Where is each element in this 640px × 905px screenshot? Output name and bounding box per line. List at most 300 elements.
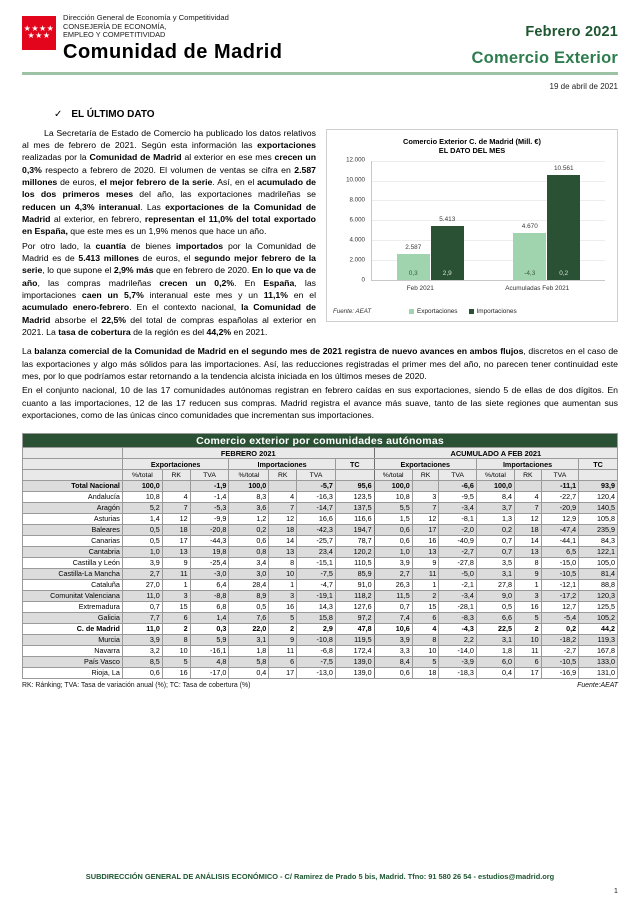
data-cell: 3 [162, 590, 190, 601]
data-cell: 1 [162, 579, 190, 590]
text-run: , las importaciones [22, 277, 316, 300]
data-cell: 1,4 [122, 513, 162, 524]
data-cell: 15 [162, 601, 190, 612]
data-cell: -2,1 [439, 579, 477, 590]
table-notes [22, 682, 618, 689]
data-cell: -8,3 [439, 612, 477, 623]
legend-item-importaciones [469, 307, 517, 316]
data-cell: 16 [269, 601, 297, 612]
data-cell: 47,8 [335, 623, 374, 634]
text-run: . Las [140, 201, 166, 212]
bar-wrap [513, 161, 546, 280]
data-cell: -14,0 [439, 645, 477, 656]
data-cell: 3,9 [122, 557, 162, 568]
table-row [23, 667, 618, 678]
data-cell: -19,1 [297, 590, 336, 601]
text-run: . Así, en el [212, 176, 258, 187]
data-cell: 2,7 [374, 568, 412, 579]
data-cell: 10,8 [374, 491, 412, 502]
data-cell: 2 [515, 623, 542, 634]
entity-title: Comunidad de Madrid [63, 41, 283, 64]
data-cell: 122,1 [579, 546, 618, 557]
table-group-header-row [23, 448, 618, 459]
bar-importaciones-feb [431, 216, 464, 280]
text-run: de euros, el [139, 252, 195, 263]
data-cell: 11,0 [122, 590, 162, 601]
data-cell: -6,6 [439, 480, 477, 491]
col-header: %/total [122, 470, 162, 480]
region-name-cell: Andalucía [23, 491, 123, 502]
data-cell: 5 [515, 612, 542, 623]
chart-footer [327, 307, 617, 316]
text-run: acumulado enero-febrero [22, 302, 130, 313]
data-cell: 6 [269, 656, 297, 667]
data-cell: 12 [412, 513, 439, 524]
data-cell: 15 [412, 601, 439, 612]
data-cell: 194,7 [335, 524, 374, 535]
bar-tva-label: -4,3 [524, 269, 536, 277]
data-cell: 10 [515, 634, 542, 645]
table-row [23, 480, 618, 491]
text-run: de euros, [57, 176, 100, 187]
data-cell: 84,3 [579, 535, 618, 546]
data-cell: 116,6 [335, 513, 374, 524]
data-cell: -10,5 [541, 656, 579, 667]
data-cell: -16,3 [297, 491, 336, 502]
data-cell: 88,8 [579, 579, 618, 590]
data-cell: 6,0 [476, 656, 514, 667]
legend-label: Exportaciones [417, 308, 458, 316]
data-cell: 9 [269, 634, 297, 645]
table-row [23, 568, 618, 579]
data-cell: -18,3 [439, 667, 477, 678]
data-cell: -10,8 [297, 634, 336, 645]
data-cell: -7,5 [297, 656, 336, 667]
data-cell: 125,5 [579, 601, 618, 612]
data-cell: 97,2 [335, 612, 374, 623]
data-cell: 110,5 [335, 557, 374, 568]
data-cell: -5,3 [190, 502, 229, 513]
paragraph-3 [22, 345, 618, 382]
text-run: que en febrero de 2020. [153, 265, 252, 276]
text-run: exportaciones de la Comunidad de Madrid [22, 201, 317, 224]
data-cell: 7,7 [122, 612, 162, 623]
chart-panel [326, 129, 618, 322]
data-cell: 78,7 [335, 535, 374, 546]
text-run: de bienes [125, 240, 176, 251]
data-cell: 123,5 [335, 491, 374, 502]
y-tick-10000: 10.000 [346, 176, 365, 184]
data-cell: 8,4 [374, 656, 412, 667]
data-cell: 100,0 [374, 480, 412, 491]
data-cell: -40,9 [439, 535, 477, 546]
table-row [23, 535, 618, 546]
data-cell: 17 [412, 524, 439, 535]
col-header [335, 470, 374, 480]
table-row [23, 579, 618, 590]
data-cell: 0,3 [190, 623, 229, 634]
directorate-line: Dirección General de Economía y Competitividad [63, 13, 229, 22]
data-cell: 1,8 [476, 645, 514, 656]
data-cell: 119,5 [335, 634, 374, 645]
table-sub-header-row [23, 459, 618, 470]
table-section [22, 433, 618, 688]
data-cell: -2,7 [439, 546, 477, 557]
data-cell: 3,0 [229, 568, 269, 579]
data-cell: 3,4 [229, 557, 269, 568]
data-cell: 9,0 [476, 590, 514, 601]
data-cell: 3,9 [122, 634, 162, 645]
data-cell: 7,6 [229, 612, 269, 623]
data-cell: 3,1 [476, 634, 514, 645]
data-cell: 137,5 [335, 502, 374, 513]
data-cell: 8 [515, 557, 542, 568]
region-name-cell: Castilla y León [23, 557, 123, 568]
report-topic: Comercio Exterior [471, 49, 618, 67]
data-cell: 27,8 [476, 579, 514, 590]
data-cell: -25,4 [190, 557, 229, 568]
data-cell: -4,3 [439, 623, 477, 634]
data-cell: -20,8 [190, 524, 229, 535]
data-cell: 8 [269, 557, 297, 568]
region-name-cell: Cantabria [23, 546, 123, 557]
data-cell: -9,5 [439, 491, 477, 502]
text-run: 44,2% [206, 327, 232, 337]
col-header: TVA [439, 470, 477, 480]
header-right [472, 14, 618, 68]
comercio-exterior-table [22, 433, 618, 678]
data-cell: 22,5 [476, 623, 514, 634]
data-cell: 8 [412, 634, 439, 645]
data-cell: 9 [412, 557, 439, 568]
data-cell: 3,9 [374, 634, 412, 645]
data-cell: 14,3 [297, 601, 336, 612]
text-run: respecto a febrero de 2020. El volumen de ventas se cifra en [41, 164, 295, 175]
table-row [23, 623, 618, 634]
chart-title-line2: EL DATO DEL MES [438, 146, 506, 156]
table-title-row [23, 434, 618, 448]
data-cell: 5,2 [122, 502, 162, 513]
data-cell: 13 [412, 546, 439, 557]
data-cell: -5,0 [439, 568, 477, 579]
data-cell: -17,0 [190, 667, 229, 678]
data-cell: 7 [412, 502, 439, 513]
text-run: crecen un 0,3% [22, 152, 317, 175]
data-cell: -3,0 [190, 568, 229, 579]
data-cell: -3,4 [439, 590, 477, 601]
data-cell: 120,4 [579, 491, 618, 502]
table-row [23, 502, 618, 513]
paragraph-4: En el conjunto nacional, 10 de las 17 comunidades autónomas registran en febrero caídas en sus exportaciones, siendo 5 de ellas de dos dígitos. En cuanto a las importaciones, 12 de las 17 reducen sus compras. Madrid registra el avance más suave, tanto de las siete regiones que aumentan sus exportaciones, como de las únicas cinco comunidades que incrementan sus importaciones. [22, 385, 618, 421]
text-run: importados [175, 240, 224, 251]
data-cell: 133,0 [579, 656, 618, 667]
col-header: %/total [374, 470, 412, 480]
data-cell: 0,6 [229, 535, 269, 546]
data-cell: 6 [412, 612, 439, 623]
data-cell: -7,5 [297, 568, 336, 579]
table-row [23, 491, 618, 502]
region-name-cell: C. de Madrid [23, 623, 123, 634]
data-cell: -4,7 [297, 579, 336, 590]
text-run: en el [287, 289, 317, 300]
data-cell: 13 [162, 546, 190, 557]
data-cell: 2 [269, 623, 297, 634]
data-cell: 12,9 [541, 513, 579, 524]
group-header-febrero: FEBRERO 2021 [122, 448, 374, 459]
text-run: interanual este mes y un [143, 289, 264, 300]
region-name-cell: Comunitat Valenciana [23, 590, 123, 601]
data-cell: 1 [412, 579, 439, 590]
data-cell: 17 [269, 667, 297, 678]
table-column-header-row [23, 470, 618, 480]
bar-tva-label: 0,2 [559, 269, 569, 277]
data-cell: -2,0 [439, 524, 477, 535]
table-legend-note: RK: Ránking; TVA: Tasa de variación anual (%); TC: Tasa de cobertura (%) [22, 681, 251, 689]
bar-wrap [431, 161, 464, 280]
data-cell: 100,0 [122, 480, 162, 491]
data-cell: 91,0 [335, 579, 374, 590]
region-name-cell: Extremadura [23, 601, 123, 612]
text-run: 11,1% [263, 289, 288, 300]
text-run: realizadas por la [22, 152, 90, 163]
data-cell: 1 [515, 579, 542, 590]
y-tick-4000: 4.000 [349, 236, 365, 244]
table-row [23, 645, 618, 656]
text-run: al exterior, en febrero, [50, 213, 145, 224]
data-cell: 16 [162, 667, 190, 678]
data-cell: 3 [515, 590, 542, 601]
data-cell: 1,5 [374, 513, 412, 524]
legend-swatch-icon [469, 309, 474, 314]
text-run: la Comunidad de Madrid [22, 302, 316, 325]
data-cell: 12 [269, 513, 297, 524]
region-name-cell: Asturias [23, 513, 123, 524]
bar-group-acumuladas [513, 161, 580, 280]
table-row [23, 590, 618, 601]
data-cell: 10 [269, 568, 297, 579]
table-row [23, 524, 618, 535]
data-cell: -27,8 [439, 557, 477, 568]
data-cell: 11 [162, 568, 190, 579]
x-tick-acumuladas: Acumuladas Feb 2021 [505, 284, 570, 292]
data-cell: 10,8 [122, 491, 162, 502]
data-cell: 10 [412, 645, 439, 656]
data-cell: -9,9 [190, 513, 229, 524]
text-run: , lo que supone el [42, 265, 114, 276]
data-cell: 12,7 [541, 601, 579, 612]
chart-grid-area [371, 161, 605, 281]
data-cell: 15,8 [297, 612, 336, 623]
x-tick-feb-2021: Feb 2021 [406, 284, 434, 292]
data-cell: 4 [269, 491, 297, 502]
data-cell: 139,0 [335, 667, 374, 678]
data-cell: 105,0 [579, 557, 618, 568]
data-cell: 0,5 [122, 535, 162, 546]
data-cell: 131,0 [579, 667, 618, 678]
data-cell: 44,2 [579, 623, 618, 634]
data-cell: 0,4 [476, 667, 514, 678]
section-title: EL ÚLTIMO DATO [71, 108, 155, 120]
header-text-block [63, 14, 283, 63]
data-cell: 5,8 [229, 656, 269, 667]
data-cell: -10,5 [541, 568, 579, 579]
data-cell: 2 [412, 590, 439, 601]
data-cell: 6 [162, 612, 190, 623]
bar-value-label: 10.561 [553, 165, 574, 173]
data-cell: 1,4 [190, 612, 229, 623]
data-cell: -15,0 [541, 557, 579, 568]
data-cell: 23,4 [297, 546, 336, 557]
data-cell: 0,6 [122, 667, 162, 678]
col-header: RK [412, 470, 439, 480]
data-cell: 7 [162, 502, 190, 513]
data-cell: 3 [412, 491, 439, 502]
data-cell: 11 [412, 568, 439, 579]
data-cell: 11,0 [122, 623, 162, 634]
chart-title-line1: Comercio Exterior C. de Madrid (Mill. €) [403, 136, 541, 146]
data-cell: 119,3 [579, 634, 618, 645]
chart-legend [409, 307, 517, 316]
chart-title [327, 130, 617, 156]
chart-bars [372, 161, 605, 280]
data-cell: 4 [412, 623, 439, 634]
y-tick-0: 0 [361, 276, 365, 284]
text-run: reducen un 4,3% interanual [22, 201, 141, 212]
legend-item-exportaciones [409, 307, 458, 316]
sub-header-exportaciones-acum: Exportaciones [374, 459, 476, 470]
data-cell: 13 [515, 546, 542, 557]
text-run: absorbe el [50, 314, 102, 325]
bar-importaciones-acum [547, 165, 580, 280]
data-cell: 16 [515, 601, 542, 612]
table-row [23, 557, 618, 568]
data-cell: 8,3 [229, 491, 269, 502]
text-run: el mejor febrero de la serie [99, 176, 213, 187]
data-cell: -6,8 [297, 645, 336, 656]
col-header: TVA [297, 470, 336, 480]
data-cell: 0,6 [374, 535, 412, 546]
data-cell: 81,4 [579, 568, 618, 579]
data-cell: 10 [162, 645, 190, 656]
data-cell: 3,1 [229, 634, 269, 645]
data-cell: 4 [515, 491, 542, 502]
data-cell: 3,7 [476, 502, 514, 513]
region-name-cell: País Vasco [23, 656, 123, 667]
text-run: que este mes es un 1,9% menos que hace un año. [67, 226, 267, 237]
data-cell: -1,9 [190, 480, 229, 491]
data-cell: 0,4 [229, 667, 269, 678]
text-run: segundo mejor febrero de la serie [22, 252, 316, 276]
table-row [23, 656, 618, 667]
data-cell: 120,3 [579, 590, 618, 601]
data-cell: -2,7 [541, 645, 579, 656]
col-header: TVA [541, 470, 579, 480]
data-cell: -44,1 [541, 535, 579, 546]
data-cell: -20,9 [541, 502, 579, 513]
corner-cell [23, 448, 123, 459]
data-cell: 26,3 [374, 579, 412, 590]
data-cell: -25,7 [297, 535, 336, 546]
data-cell: 105,8 [579, 513, 618, 524]
group-header-acumulado: ACUMULADO A FEB 2021 [374, 448, 617, 459]
data-cell: 118,2 [335, 590, 374, 601]
data-cell: 3 [269, 590, 297, 601]
y-tick-2000: 2.000 [349, 256, 365, 264]
data-cell: -11,1 [541, 480, 579, 491]
chart-plot-area [335, 156, 609, 292]
data-cell: 2 [162, 623, 190, 634]
table-body [23, 480, 618, 678]
chart-source: Fuente: AEAT [333, 307, 372, 315]
text-run: acumulado de los dos primeros meses [22, 176, 316, 200]
text-run: 22,5% [101, 314, 127, 325]
data-cell: 0,7 [122, 601, 162, 612]
text-run: 2,9% más [113, 265, 154, 276]
data-cell: 172,4 [335, 645, 374, 656]
region-name-cell: Cataluña [23, 579, 123, 590]
data-cell: 6,8 [190, 601, 229, 612]
data-cell: 14 [269, 535, 297, 546]
logo-stars-top-icon: ★★★★ [23, 24, 55, 33]
data-cell: 0,7 [374, 601, 412, 612]
data-cell: 19,8 [190, 546, 229, 557]
text-run: del total de compras españolas al exterior en 2021. La [22, 314, 316, 337]
data-cell: -44,3 [190, 535, 229, 546]
text-run: Comunidad de Madrid [89, 152, 182, 163]
data-cell: 127,6 [335, 601, 374, 612]
data-cell: 17 [515, 667, 542, 678]
col-header: RK [269, 470, 297, 480]
data-cell: 7 [515, 502, 542, 513]
col-header [579, 470, 618, 480]
text-run: tasa de cobertura [58, 327, 131, 337]
data-cell: 16,6 [297, 513, 336, 524]
data-cell: 22,0 [229, 623, 269, 634]
bar-wrap [547, 161, 580, 280]
text-run: crecen un 0,2% [159, 277, 235, 288]
table-row [23, 634, 618, 645]
data-cell: -1,4 [190, 491, 229, 502]
table-row [23, 612, 618, 623]
region-name-cell: Baleares [23, 524, 123, 535]
data-cell: 11,5 [374, 590, 412, 601]
data-cell: 95,6 [335, 480, 374, 491]
data-cell: 14 [515, 535, 542, 546]
data-cell: 16 [412, 535, 439, 546]
data-cell: 11 [269, 645, 297, 656]
data-cell: 0,2 [541, 623, 579, 634]
data-cell: 5 [412, 656, 439, 667]
data-cell: 8,9 [229, 590, 269, 601]
text-run: En lo que va de año [22, 265, 316, 288]
text-run: 5.413 millones [78, 252, 139, 263]
text-run: al exterior en ese mes [181, 152, 275, 163]
data-cell: 10,6 [374, 623, 412, 634]
data-cell: 17 [162, 535, 190, 546]
data-cell: 8,4 [476, 491, 514, 502]
data-cell: 0,5 [229, 601, 269, 612]
data-cell: 18 [515, 524, 542, 535]
text-run: caen un 5,7% [81, 289, 144, 300]
data-cell: -22,7 [541, 491, 579, 502]
data-cell: 140,5 [579, 502, 618, 513]
data-cell: -13,0 [297, 667, 336, 678]
text-run: La [22, 346, 35, 357]
data-cell: -3,4 [439, 502, 477, 513]
bar-wrap [397, 161, 430, 280]
data-cell: 7,4 [374, 612, 412, 623]
data-cell: -17,2 [541, 590, 579, 601]
